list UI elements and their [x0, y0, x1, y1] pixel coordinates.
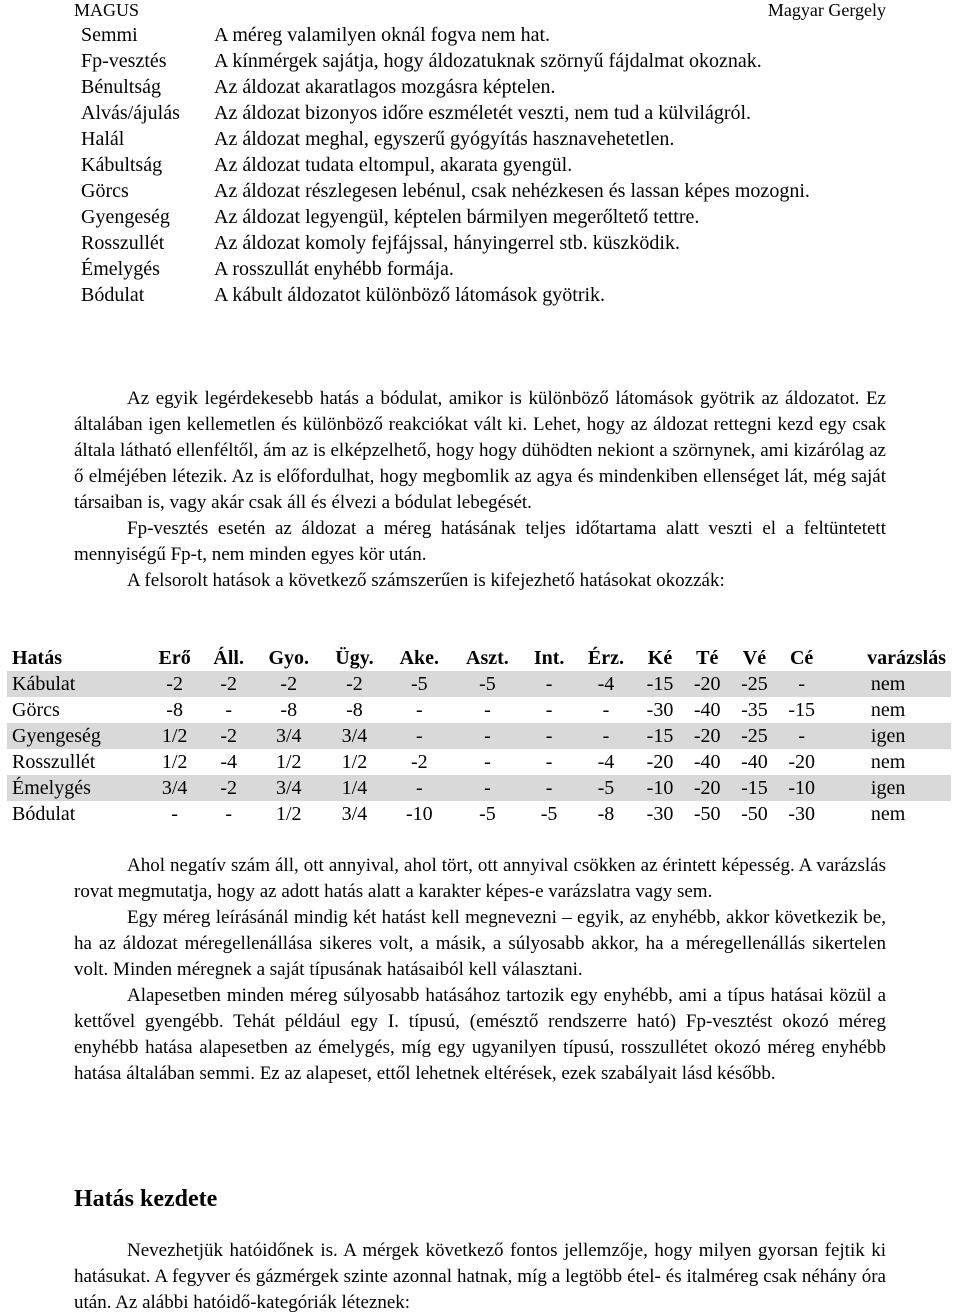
- table-cell: 3/4: [255, 723, 322, 749]
- table-row: [7, 671, 951, 697]
- table-row: [7, 697, 951, 723]
- table-cell: -40: [741, 750, 768, 773]
- table-cell: -: [452, 723, 522, 749]
- definition-text: Az áldozat részlegesen lebénul, csak nehézkesen és lassan képes mozogni.: [214, 180, 810, 202]
- table-cell: -40: [693, 698, 721, 721]
- column-header: Áll.: [213, 646, 244, 669]
- table-cell: 1/2: [147, 723, 202, 749]
- definition-row: [0, 256, 960, 282]
- row-label-cell: Görcs: [12, 698, 60, 721]
- table-cell: 1/2: [161, 750, 188, 773]
- page-header: [0, 0, 960, 22]
- table-cell: igen: [825, 775, 951, 801]
- table-cell: 3/4: [322, 723, 386, 749]
- definition-text: A kábult áldozatot különböző látomások gyötrik.: [214, 284, 606, 306]
- table-cell: nem: [870, 698, 906, 721]
- definition-term: Halál: [81, 128, 125, 150]
- row-label-cell: Gyengeség: [7, 723, 147, 749]
- column-header: Vé: [742, 646, 767, 669]
- table-cell: -25: [731, 671, 778, 697]
- definition-term: Rosszullét: [81, 232, 165, 254]
- table-cell: -: [545, 698, 553, 721]
- table-row: [7, 723, 951, 749]
- definition-term: Bénultság: [81, 76, 161, 98]
- row-label-cell: Rosszullét: [12, 750, 96, 773]
- definition-row: [0, 178, 960, 204]
- paragraph: Alapesetben minden méreg súlyosabb hatásához tartozik egy enyhébb, ami a típus hatásai közül a kettővel gyengébb. Tehát például egy I. típusú, (emésztő rendszerre ható) Fp-vesztést okozó méreg enyhébb hatása alapesetben az émelygés, míg egy ugyanilyen típusú, rosszullétet okozó méreg enyhébb hatása általában semmi. Ez az alapeset, ettől lehetnek eltérések, ezek szabályait lásd később.: [74, 985, 886, 1084]
- table-body: [7, 671, 951, 827]
- column-header: Erő: [158, 646, 191, 669]
- definition-text: Az áldozat komoly fejfájssal, hányingerrel stb. küszködik.: [214, 232, 680, 254]
- definition-term: Bódulat: [81, 284, 145, 306]
- definition-term: Fp-vesztés: [81, 50, 167, 72]
- definition-term: Kábultság: [81, 154, 163, 176]
- row-label-cell: Émelygés: [7, 775, 147, 801]
- table-cell: -4: [597, 750, 615, 773]
- table-cell: -5: [386, 671, 452, 697]
- table-cell: -8: [346, 698, 363, 721]
- paragraph: Ahol negatív szám áll, ott annyival, ahol tört, ott annyival csökken az érintett képesség. A varázslás rovat megmutatja, hogy az adott hatás alatt a karakter képes-e varázslatra vagy sem.: [74, 855, 886, 902]
- table-cell: -: [523, 775, 576, 801]
- table-cell: -2: [202, 723, 255, 749]
- table-cell: 1/4: [322, 775, 386, 801]
- paragraph: Fp-vesztés esetén az áldozat a méreg hatásának teljes időtartama alatt veszti el a feltüntetett mennyiségű Fp-t, nem minden egyes kör után.: [74, 518, 886, 565]
- table-cell: -2: [411, 750, 428, 773]
- table-row: [7, 775, 951, 801]
- table-cell: -50: [693, 802, 721, 825]
- definition-row: [0, 22, 960, 48]
- table-cell: -15: [731, 775, 778, 801]
- table-cell: -: [386, 775, 452, 801]
- definition-row: [0, 74, 960, 100]
- table-cell: -2: [147, 671, 202, 697]
- table-cell: -30: [646, 698, 674, 721]
- definition-row: [0, 152, 960, 178]
- header-title: MAGUS: [74, 0, 140, 20]
- table-cell: -30: [646, 802, 674, 825]
- table-cell: nem: [825, 671, 951, 697]
- table-cell: -15: [636, 723, 683, 749]
- column-header: Gyo.: [268, 646, 310, 669]
- table-cell: -8: [597, 802, 615, 825]
- definition-term: Semmi: [81, 24, 138, 46]
- column-header: Ké: [647, 646, 673, 669]
- table-cell: -2: [202, 671, 255, 697]
- column-header: varázslás: [867, 646, 946, 669]
- table-cell: -: [484, 698, 491, 721]
- table-cell: -: [778, 671, 825, 697]
- definition-text: Az áldozat bizonyos időre eszméletét veszti, nem tud a külvilágról.: [214, 102, 752, 124]
- table-cell: -: [416, 698, 423, 721]
- table-cell: -10: [636, 775, 683, 801]
- table-row: [7, 801, 951, 827]
- table-cell: -: [452, 775, 522, 801]
- definition-row: [0, 100, 960, 126]
- column-header: Érz.: [587, 646, 625, 669]
- table-cell: -: [225, 802, 232, 825]
- table-cell: 3/4: [147, 775, 202, 801]
- row-label-cell: Bódulat: [12, 802, 76, 825]
- definition-row: [0, 126, 960, 152]
- table-cell: -5: [576, 775, 637, 801]
- column-header: Cé: [789, 646, 814, 669]
- table-cell: -: [171, 802, 178, 825]
- section-heading: Hatás kezdete: [74, 1186, 218, 1212]
- table-cell: -20: [646, 750, 674, 773]
- table-row: [7, 749, 951, 775]
- definition-term: Alvás/ájulás: [81, 102, 180, 124]
- column-header: Té: [696, 646, 719, 669]
- table-cell: -40: [693, 750, 721, 773]
- definition-text: A rosszullát enyhébb formája.: [214, 258, 454, 280]
- table-cell: -50: [741, 802, 768, 825]
- definition-row: [0, 282, 960, 308]
- table-cell: 3/4: [255, 775, 322, 801]
- table-cell: 1/2: [275, 750, 302, 773]
- table-cell: -8: [280, 698, 298, 721]
- table-cell: -5: [540, 802, 558, 825]
- column-header: Int.: [533, 646, 565, 669]
- table-cell: -15: [636, 671, 683, 697]
- column-header: Ügy.: [335, 646, 374, 669]
- table-cell: -: [484, 750, 491, 773]
- table-cell: -2: [255, 671, 322, 697]
- explanation-text-block: [74, 853, 886, 1087]
- table-cell: -20: [684, 723, 731, 749]
- table-cell: -4: [220, 750, 237, 773]
- definition-term: Émelygés: [81, 258, 160, 280]
- table-cell: -35: [741, 698, 768, 721]
- table-cell: -4: [576, 671, 637, 697]
- table-cell: nem: [870, 802, 906, 825]
- header-author: Magyar Gergely: [767, 0, 886, 20]
- table-cell: -: [523, 723, 576, 749]
- column-header: Aszt.: [466, 646, 509, 669]
- definition-term: Gyengeség: [81, 206, 170, 228]
- definition-text: A méreg valamilyen oknál fogva nem hat.: [214, 24, 551, 46]
- onset-text-block: [74, 1238, 886, 1316]
- table-cell: -25: [731, 723, 778, 749]
- table-cell: -8: [166, 698, 183, 721]
- table-cell: -20: [684, 671, 731, 697]
- table-cell: -: [576, 723, 637, 749]
- paragraph: Nevezhetjük hatóidőnek is. A mérgek következő fontos jellemzője, hogy milyen gyorsan fejtik ki hatásukat. A fegyver és gázmérgek szinte azonnal hatnak, míg a legtöbb étel- és italméreg csak néhány óra után. Az alábbi hatóidő-kategóriák léteznek:: [74, 1240, 886, 1313]
- paragraph: Egy méreg leírásánál mindig két hatást kell megnevezni – egyik, az enyhébb, akkor következik be, ha az áldozat méregellenállása sikeres volt, a másik, a súlyosabb akkor, ha a méregellenállás sikertelen volt. Minden méregnek a saját típusának hatásaiból kell választani.: [74, 907, 886, 980]
- definition-row: [0, 48, 960, 74]
- definition-row: [0, 230, 960, 256]
- definition-text: Az áldozat meghal, egyszerű gyógyítás hasznavehetetlen.: [214, 128, 675, 150]
- table-cell: -30: [788, 802, 815, 825]
- table-cell: -10: [778, 775, 825, 801]
- definition-row: [0, 204, 960, 230]
- table-cell: 1/2: [341, 750, 368, 773]
- definition-text: Az áldozat tudata eltompul, akarata gyengül.: [214, 154, 573, 176]
- definition-term: Görcs: [81, 180, 129, 202]
- table-cell: -: [386, 723, 452, 749]
- table-cell: -5: [452, 671, 522, 697]
- table-cell: 3/4: [341, 802, 368, 825]
- table-cell: -5: [479, 802, 496, 825]
- definition-text: Az áldozat akaratlagos mozgásra képtelen.: [214, 76, 556, 98]
- table-cell: -10: [406, 802, 433, 825]
- paragraph: A felsorolt hatások a következő számszerűen is kifejezhető hatásokat okozzák:: [127, 570, 725, 591]
- row-label-cell: Kábulat: [7, 671, 147, 697]
- table-cell: -: [545, 750, 553, 773]
- table-cell: -: [225, 698, 232, 721]
- intro-text-block: [74, 386, 886, 594]
- definition-text: A kínmérgek sajátja, hogy áldozatuknak szörnyű fájdalmat okoznak.: [214, 50, 762, 72]
- table-cell: -2: [322, 671, 386, 697]
- table-cell: -: [602, 698, 610, 721]
- effects-definition-list: [0, 22, 960, 308]
- table-cell: nem: [870, 750, 906, 773]
- table-cell: -20: [684, 775, 731, 801]
- table-cell: -20: [788, 750, 815, 773]
- table-cell: igen: [825, 723, 951, 749]
- table-cell: -: [523, 671, 576, 697]
- table-cell: -2: [202, 775, 255, 801]
- effects-table: [7, 645, 951, 827]
- table-cell: -15: [788, 698, 815, 721]
- definition-text: Az áldozat legyengül, képtelen bármilyen megerőltető tettre.: [214, 206, 700, 228]
- table-cell: -: [778, 723, 825, 749]
- table-cell: 1/2: [275, 802, 302, 825]
- column-header: Ake.: [399, 646, 440, 669]
- table-header-row: [7, 645, 951, 671]
- paragraph: Az egyik legérdekesebb hatás a bódulat, amikor is különböző látomások gyötrik az áldozatot. Ez általában igen kellemetlen és különböző reakciókat vált ki. Lehet, hogy az áldozat rettegni kezd egy csak általa látható ellenféltől, ám az is elképzelhető, hogy hogy dühödten nekiont a szörnynek, ami kizárólag az ő elméjében létezik. Az is előfordulhat, hogy megbomlik az agya és mindenkiben ellenséget lát, még saját társaiban is, vagy akár csak áll és élvezi a bódulat lebegését.: [74, 388, 886, 513]
- column-header: Hatás: [12, 646, 62, 669]
